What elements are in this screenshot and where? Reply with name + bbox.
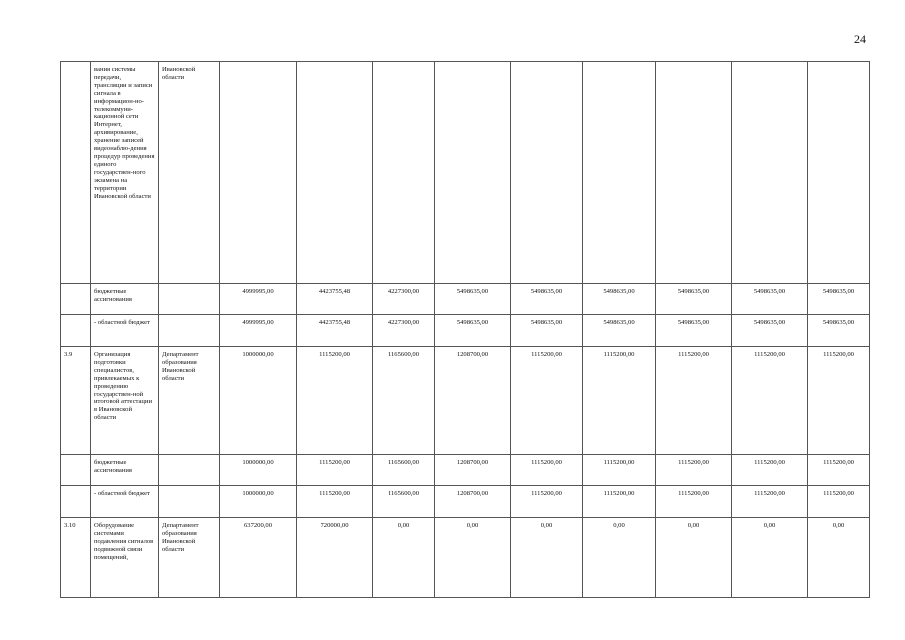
- cell-name: Организация подготовки специалистов, привлекаемых к проведению государствен-ной итоговой аттестации в Ивановской области: [91, 347, 159, 455]
- cell-value: 0,00: [808, 518, 870, 598]
- cell-index: [61, 455, 91, 486]
- cell-name: Оборудование системами подавления сигналов подвижной связи помещений,: [91, 518, 159, 598]
- cell-value: 1208700,00: [435, 486, 511, 518]
- cell-index: [61, 62, 91, 284]
- cell-value: 1115200,00: [808, 347, 870, 455]
- cell-value: 1208700,00: [435, 455, 511, 486]
- cell-value: 5498635,00: [732, 284, 808, 315]
- cell-value: 1115200,00: [297, 347, 373, 455]
- cell-value: 5498635,00: [808, 284, 870, 315]
- cell-value: 0,00: [511, 518, 583, 598]
- table-body: [61, 62, 870, 598]
- cell-value: [656, 62, 732, 284]
- cell-index: 3.9: [61, 347, 91, 455]
- cell-value: 1165600,00: [373, 486, 435, 518]
- cell-executor: [159, 455, 220, 486]
- cell-name: бюджетные ассигнования: [91, 284, 159, 315]
- cell-value: 4423755,48: [297, 284, 373, 315]
- cell-value: 0,00: [435, 518, 511, 598]
- cell-value: [732, 62, 808, 284]
- cell-value: 637200,00: [220, 518, 297, 598]
- cell-value: [583, 62, 656, 284]
- cell-value: 1115200,00: [297, 486, 373, 518]
- cell-value: 5498635,00: [656, 284, 732, 315]
- cell-executor: Департамент образования Ивановской области: [159, 347, 220, 455]
- cell-index: [61, 315, 91, 347]
- cell-value: 1115200,00: [297, 455, 373, 486]
- cell-value: 5498635,00: [583, 284, 656, 315]
- cell-value: 5498635,00: [656, 315, 732, 347]
- cell-value: 1115200,00: [511, 486, 583, 518]
- cell-value: 0,00: [656, 518, 732, 598]
- cell-value: 1115200,00: [583, 486, 656, 518]
- cell-executor: [159, 315, 220, 347]
- cell-value: [511, 62, 583, 284]
- table-row: [61, 455, 870, 486]
- cell-value: 5498635,00: [511, 284, 583, 315]
- cell-value: 1000000,00: [220, 347, 297, 455]
- cell-value: 1115200,00: [511, 455, 583, 486]
- cell-value: 5498635,00: [732, 315, 808, 347]
- cell-value: [435, 62, 511, 284]
- cell-value: 4999995,00: [220, 315, 297, 347]
- cell-value: 5498635,00: [511, 315, 583, 347]
- budget-table: [60, 61, 870, 598]
- cell-value: 4227300,00: [373, 284, 435, 315]
- cell-name: бюджетные ассигнования: [91, 455, 159, 486]
- table-row: [61, 62, 870, 284]
- cell-value: [297, 62, 373, 284]
- page-number: 24: [854, 32, 866, 46]
- cell-index: [61, 486, 91, 518]
- cell-value: 1115200,00: [511, 347, 583, 455]
- cell-value: 0,00: [373, 518, 435, 598]
- cell-executor: Департамент образования Ивановской области: [159, 518, 220, 598]
- cell-value: 1115200,00: [732, 455, 808, 486]
- cell-value: 1165600,00: [373, 455, 435, 486]
- cell-value: 720000,00: [297, 518, 373, 598]
- table-row-item: [61, 347, 870, 455]
- cell-value: 1115200,00: [583, 347, 656, 455]
- cell-value: 0,00: [583, 518, 656, 598]
- cell-executor: Ивановской области: [159, 62, 220, 284]
- cell-value: 0,00: [732, 518, 808, 598]
- cell-value: 1115200,00: [656, 486, 732, 518]
- cell-value: 1115200,00: [656, 455, 732, 486]
- cell-value: 5498635,00: [435, 284, 511, 315]
- cell-value: 1165600,00: [373, 347, 435, 455]
- cell-value: 1115200,00: [583, 455, 656, 486]
- cell-value: 4999995,00: [220, 284, 297, 315]
- table-row: [61, 486, 870, 518]
- cell-name: - областной бюджет: [91, 486, 159, 518]
- cell-value: 1000000,00: [220, 486, 297, 518]
- table-row: [61, 315, 870, 347]
- table-row-item: [61, 518, 870, 598]
- cell-value: [373, 62, 435, 284]
- cell-value: 1115200,00: [732, 347, 808, 455]
- cell-executor: [159, 284, 220, 315]
- table-row: [61, 284, 870, 315]
- cell-value: 1115200,00: [732, 486, 808, 518]
- cell-index: [61, 284, 91, 315]
- cell-value: 1000000,00: [220, 455, 297, 486]
- cell-name: вания системы передачи, трансляции и записи сигнала в информацион-но-телекоммуни-кационной сети Интернет, архивирование, хранение записей видеонаблю-дения процедур проведения единого государствен-ного экзамена на территории Ивановской области: [91, 62, 159, 284]
- cell-value: 1115200,00: [808, 486, 870, 518]
- cell-value: 1115200,00: [656, 347, 732, 455]
- cell-value: 4423755,48: [297, 315, 373, 347]
- cell-value: 1208700,00: [435, 347, 511, 455]
- cell-value: 5498635,00: [583, 315, 656, 347]
- cell-value: 5498635,00: [808, 315, 870, 347]
- cell-value: 4227300,00: [373, 315, 435, 347]
- cell-executor: [159, 486, 220, 518]
- cell-name: - областной бюджет: [91, 315, 159, 347]
- cell-value: 5498635,00: [435, 315, 511, 347]
- cell-value: 1115200,00: [808, 455, 870, 486]
- cell-index: 3.10: [61, 518, 91, 598]
- cell-value: [808, 62, 870, 284]
- cell-value: [220, 62, 297, 284]
